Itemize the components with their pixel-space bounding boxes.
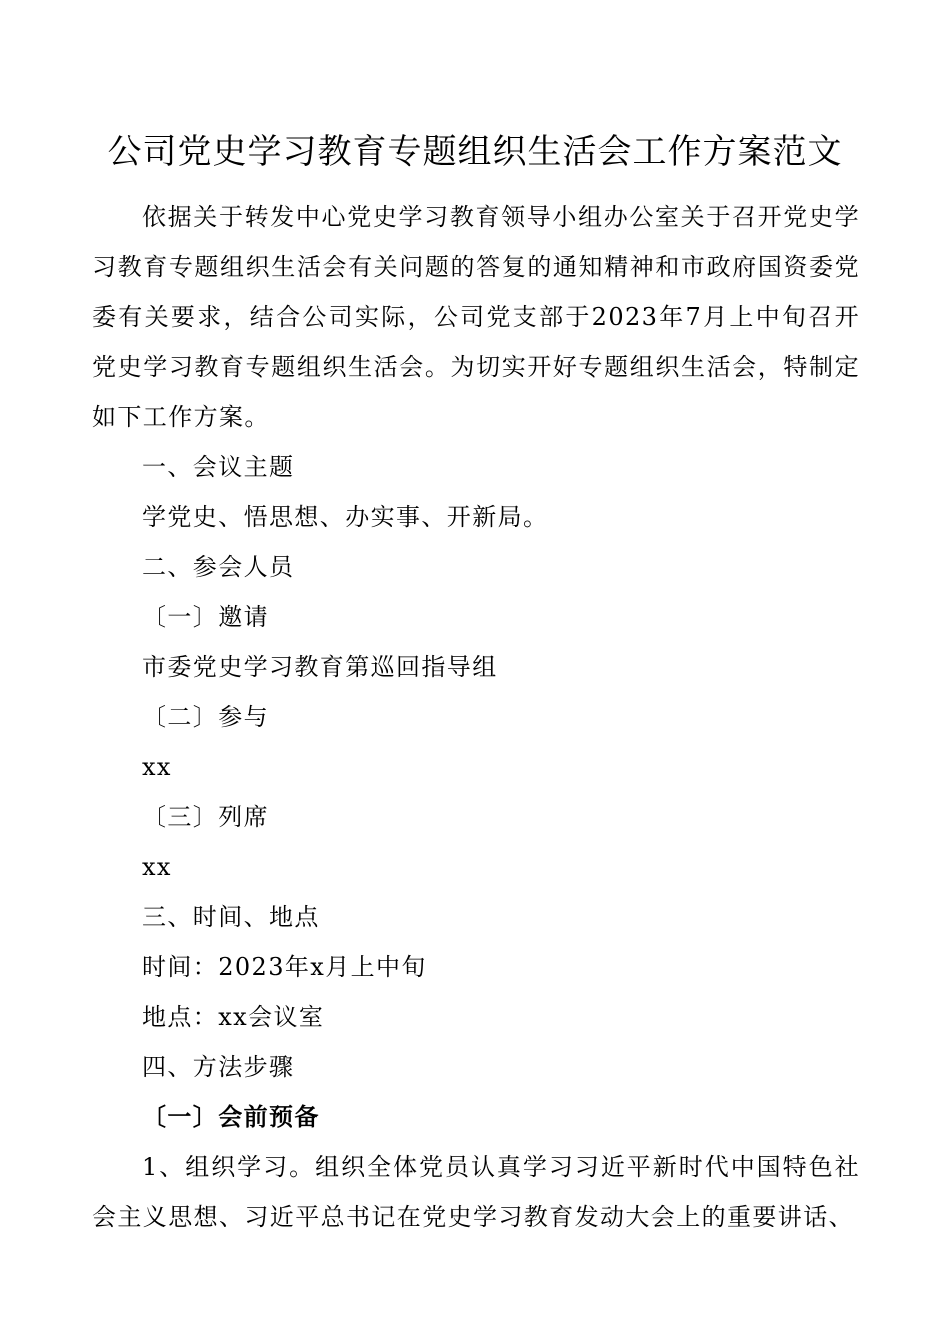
document-body bbox=[92, 192, 860, 1242]
section3-heading: 三、时间、地点 bbox=[142, 903, 320, 931]
invite-text: 市委党史学习教育第巡回指导组 bbox=[142, 653, 498, 681]
invite-heading: 〔一〕邀请 bbox=[142, 603, 269, 631]
meeting-place: 地点：xx会议室 bbox=[142, 1003, 325, 1031]
section4-heading: 四、方法步骤 bbox=[142, 1053, 295, 1081]
intro-paragraph: 依据关于转发中心党史学习教育领导小组办公室关于召开党史学习教育专题组织生活会有关问题的答复的通知精神和市政府国资委党委有关要求，结合公司实际，公司党支部于2023年7月上中旬召开党史学习教育专题组织生活会。为切实开好专题组织生活会，特制定如下工作方案。 bbox=[92, 203, 860, 431]
document-title: 公司党史学习教育专题组织生活会工作方案范文 bbox=[107, 132, 843, 172]
attend-heading: 〔三〕列席 bbox=[142, 803, 269, 831]
section1-heading: 一、会议主题 bbox=[142, 453, 295, 481]
section2-heading: 二、参会人员 bbox=[142, 553, 295, 581]
section1-text: 学党史、悟思想、办实事、开新局。 bbox=[142, 503, 549, 531]
participate-heading: 〔二〕参与 bbox=[142, 703, 269, 731]
item1-paragraph: 1、组织学习。组织全体党员认真学习习近平新时代中国特色社会主义思想、习近平总书记在党史学习教育发动大会上的重要讲话、 bbox=[92, 1153, 860, 1231]
meeting-time: 时间：2023年x月上中旬 bbox=[142, 953, 427, 981]
subsection-prep-heading: 〔一〕会前预备 bbox=[142, 1102, 320, 1131]
participate-text: xx bbox=[142, 753, 172, 781]
attend-text: xx bbox=[142, 853, 172, 881]
